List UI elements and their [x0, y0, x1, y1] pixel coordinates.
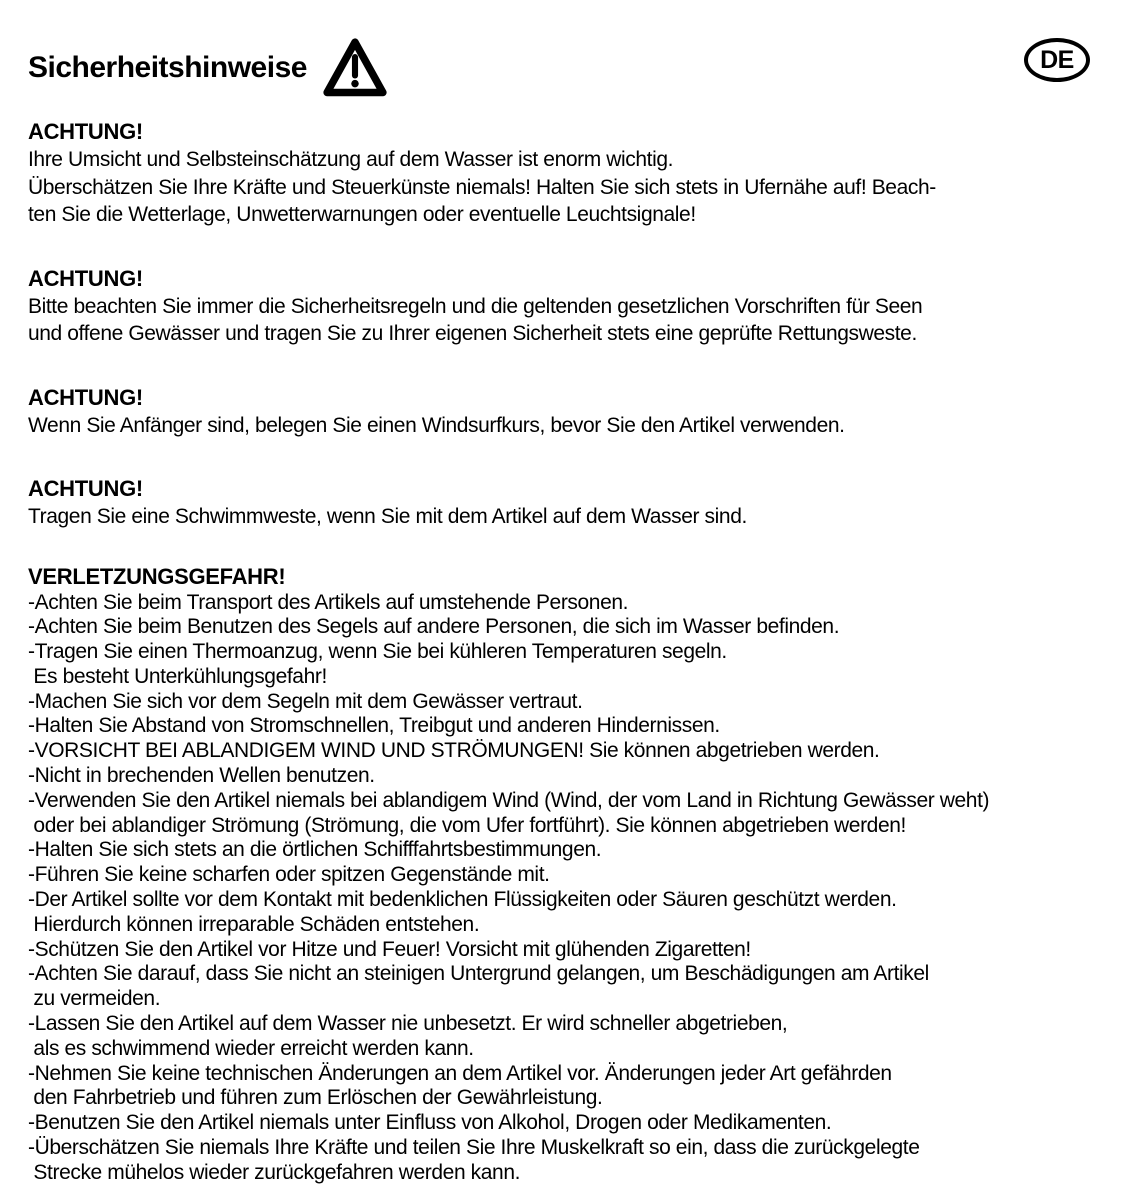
paragraph-line: Überschätzen Sie Ihre Kräfte und Steuerkünste niemals! Halten Sie sich stets in Ufernähe auf! Beach- — [28, 175, 936, 199]
section-achtung-3 — [28, 384, 1128, 440]
list-item-line: oder bei ablandiger Strömung (Strömung, die vom Ufer fortführt). Sie können abgetrieben werden! — [28, 813, 906, 837]
section-heading: VERLETZUNGSGEFAHR! — [28, 563, 286, 589]
list-item-line: zu vermeiden. — [28, 987, 161, 1011]
list-item-line: -Halten Sie sich stets an die örtlichen Schifffahrtsbestimmungen. — [28, 838, 602, 862]
list-item-line: -Achten Sie beim Benutzen des Segels auf andere Personen, die sich im Wasser befinden. — [28, 615, 840, 639]
list-item-line: -Halten Sie Abstand von Stromschnellen, Treibgut und anderen Hindernissen. — [28, 714, 720, 738]
paragraph-line: Ihre Umsicht und Selbsteinschätzung auf dem Wasser ist enorm wichtig. — [28, 148, 674, 171]
list-item-line: -Überschätzen Sie niemals Ihre Kräfte und teilen Sie Ihre Muskelkraft so ein, dass die zurückgelegte — [28, 1136, 920, 1160]
list-item-line: -Nehmen Sie keine technischen Änderungen an dem Artikel vor. Änderungen jeder Art gefährden — [28, 1061, 892, 1085]
list-item-line: -Führen Sie keine scharfen oder spitzen Gegenstände mit. — [28, 863, 550, 887]
list-item-line: -Achten Sie beim Transport des Artikels auf umstehende Personen. — [28, 590, 629, 614]
list-item-line: -Lassen Sie den Artikel auf dem Wasser nie unbesetzt. Er wird schneller abgetrieben, — [28, 1012, 788, 1036]
paragraph-line: Wenn Sie Anfänger sind, belegen Sie einen Windsurfkurs, bevor Sie den Artikel verwenden. — [28, 413, 845, 437]
section-heading: ACHTUNG! — [28, 476, 143, 501]
list-item-line: Hierdurch können irreparable Schäden entstehen. — [28, 912, 480, 936]
paragraph-line: Bitte beachten Sie immer die Sicherheitsregeln und die geltenden gesetzlichen Vorschriften für Seen — [28, 294, 923, 318]
document-content — [28, 104, 1128, 1186]
list-item-line: den Fahrbetrieb und führen zum Erlöschen der Gewährleistung. — [28, 1086, 603, 1110]
list-item-line: -Benutzen Sie den Artikel niemals unter Einfluss von Alkohol, Drogen oder Medikamenten. — [28, 1111, 832, 1135]
list-item-line: -Achten Sie darauf, dass Sie nicht an steinigen Untergrund gelangen, um Beschädigungen am Artikel — [28, 962, 929, 986]
warning-triangle-icon — [321, 36, 389, 100]
page-title: Sicherheitshinweise — [28, 51, 307, 84]
language-badge: DE — [1024, 38, 1090, 82]
section-heading: ACHTUNG! — [28, 265, 143, 291]
list-item-line: -VORSICHT BEI ABLANDIGEM WIND UND STRÖMUNGEN! Sie können abgetrieben werden. — [28, 739, 880, 763]
paragraph-line: und offene Gewässer und tragen Sie zu Ihrer eigenen Sicherheit stets eine geprüfte Rettungsweste. — [28, 322, 917, 345]
section-achtung-4 — [28, 475, 1128, 531]
list-item-line: -Nicht in brechenden Wellen benutzen. — [28, 764, 375, 788]
list-item-line: -Schützen Sie den Artikel vor Hitze und Feuer! Vorsicht mit glühenden Zigaretten! — [28, 937, 751, 961]
list-item-line: -Verwenden Sie den Artikel niemals bei ablandigem Wind (Wind, der vom Land in Richtung Gewässer weht) — [28, 788, 990, 812]
page-header — [28, 34, 1114, 102]
list-item-line: Es besteht Unterkühlungsgefahr! — [28, 664, 327, 688]
section-heading: ACHTUNG! — [28, 119, 143, 144]
section-achtung-1 — [28, 118, 1128, 229]
paragraph-line: Tragen Sie eine Schwimmweste, wenn Sie mit dem Artikel auf dem Wasser sind. — [28, 505, 747, 528]
section-heading: ACHTUNG! — [28, 384, 143, 410]
list-item-line: -Tragen Sie einen Thermoanzug, wenn Sie bei kühleren Temperaturen segeln. — [28, 640, 727, 664]
paragraph-line: ten Sie die Wetterlage, Unwetterwarnungen oder eventuelle Leuchtsignale! — [28, 203, 696, 226]
list-item-line: als es schwimmend wieder erreicht werden kann. — [28, 1036, 474, 1060]
section-verletzungsgefahr — [28, 563, 1128, 1186]
section-achtung-2 — [28, 265, 1128, 348]
list-item-line: Strecke mühelos wieder zurückgefahren werden kann. — [28, 1160, 521, 1184]
list-item-line: -Der Artikel sollte vor dem Kontakt mit bedenklichen Flüssigkeiten oder Säuren geschützt werden. — [28, 888, 897, 912]
list-item-line: -Machen Sie sich vor dem Segeln mit dem Gewässer vertraut. — [28, 689, 583, 713]
